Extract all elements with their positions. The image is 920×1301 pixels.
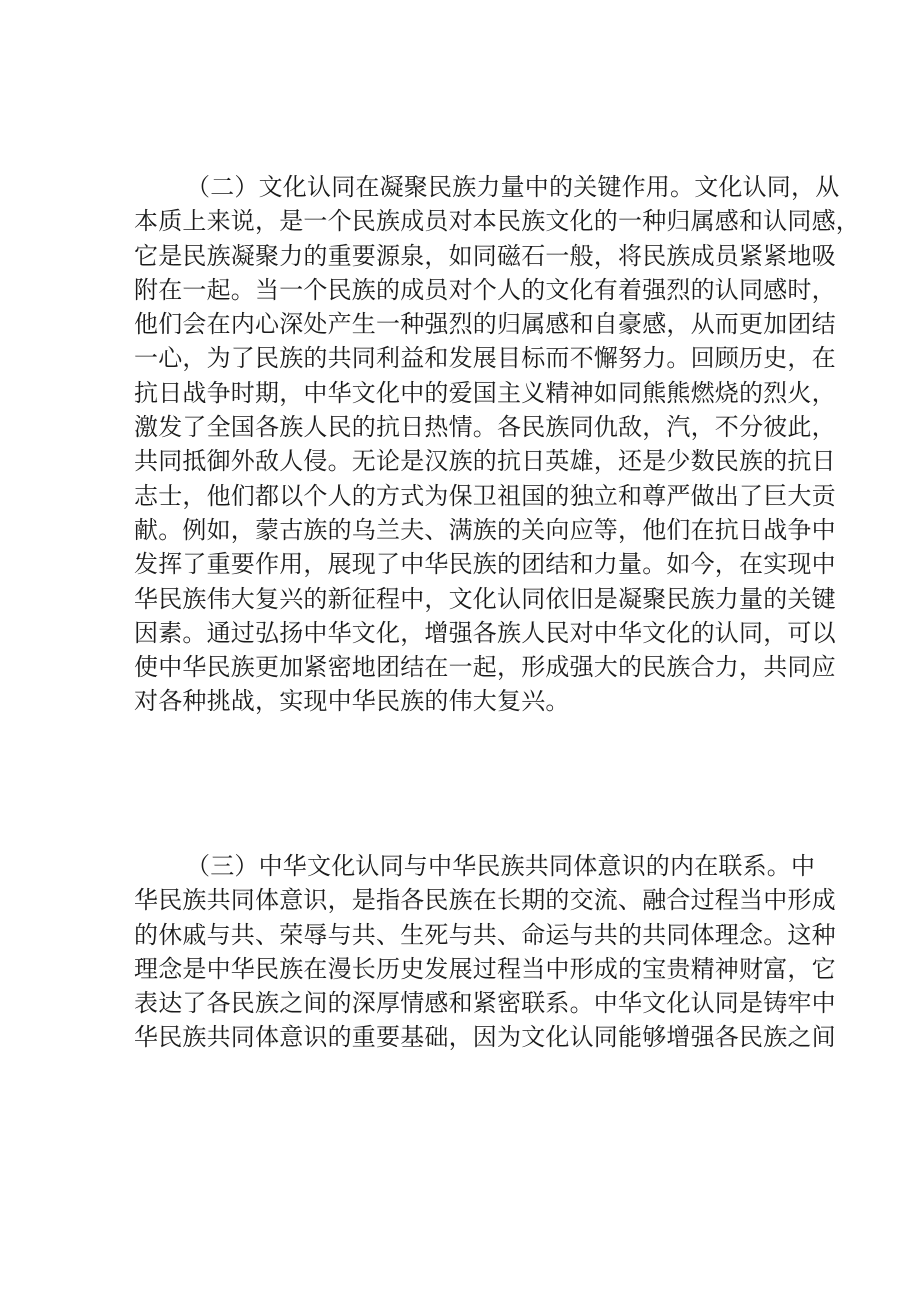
paragraph-line: （二）文化认同在凝聚民族力量中的关键作用。文化认同，从 <box>186 173 840 201</box>
paragraph-line: 表达了各民族之间的深厚情感和紧密联系。中华文化认同是铸牢中 <box>134 989 836 1018</box>
paragraph-line: 共同抵御外敌人侵。无论是汉族的抗日英雄，还是少数民族的抗日 <box>134 447 836 476</box>
paragraph-line: 激发了全国各族人民的抗日热情。各民族同仇敌，汽，不分彼此， <box>134 413 836 442</box>
paragraph-line: 它是民族凝聚力的重要源泉，如同磁石一般，将民族成员紧紧地吸 <box>134 241 836 270</box>
paragraph-line: 的休戚与共、荣辱与共、生死与共、命运与共的共同体理念。这种 <box>134 920 836 949</box>
paragraph-line: 志士，他们都以个人的方式为保卫祖国的独立和尊严做出了巨大贡 <box>134 481 836 510</box>
paragraph-line: （三）中华文化认同与中华民族共同体意识的内在联系。中 <box>186 852 816 880</box>
paragraph-line: 附在一起。当一个民族的成员对个人的文化有着强烈的认同感时， <box>134 275 836 304</box>
paragraph-cultural-identity <box>134 170 860 719</box>
paragraph-line: 理念是中华民族在漫长历史发展过程当中形成的宝贵精神财富，它 <box>134 954 836 983</box>
paragraph-line: 发挥了重要作用，展现了中华民族的团结和力量。如今，在实现中 <box>134 550 836 579</box>
paragraph-line: 华民族共同体意识，是指各民族在长期的交流、融合过程当中形成 <box>134 886 836 915</box>
paragraph-line: 因素。通过弘扬中华文化，增强各族人民对中华文化的认同，可以 <box>134 618 836 647</box>
paragraph-line: 他们会在内心深处产生一种强烈的归属感和自豪感，从而更加团结 <box>134 310 836 339</box>
paragraph-line: 使中华民族更加紧密地团结在一起，形成强大的民族合力，共同应 <box>134 653 836 682</box>
paragraph-line: 抗日战争时期，中华文化中的爱国主义精神如同熊熊燃烧的烈火， <box>134 378 836 407</box>
paragraph-inner-connection <box>134 849 836 1055</box>
paragraph-line: 一心，为了民族的共同利益和发展目标而不懈努力。回顾历史，在 <box>134 344 836 373</box>
paragraph-line: 对各种挑战，实现中华民族的伟大复兴。 <box>134 687 570 716</box>
paragraph-line: 本质上来说，是一个民族成员对本民族文化的一种归属感和认同感， <box>134 207 860 236</box>
paragraph-line: 献。例如，蒙古族的乌兰夫、满族的关向应等，他们在抗日战争中 <box>134 515 836 544</box>
paragraph-line: 华民族共同体意识的重要基础，因为文化认同能够增强各民族之间 <box>134 1023 836 1052</box>
paragraph-line: 华民族伟大复兴的新征程中，文化认同依旧是凝聚民族力量的关键 <box>134 584 836 613</box>
